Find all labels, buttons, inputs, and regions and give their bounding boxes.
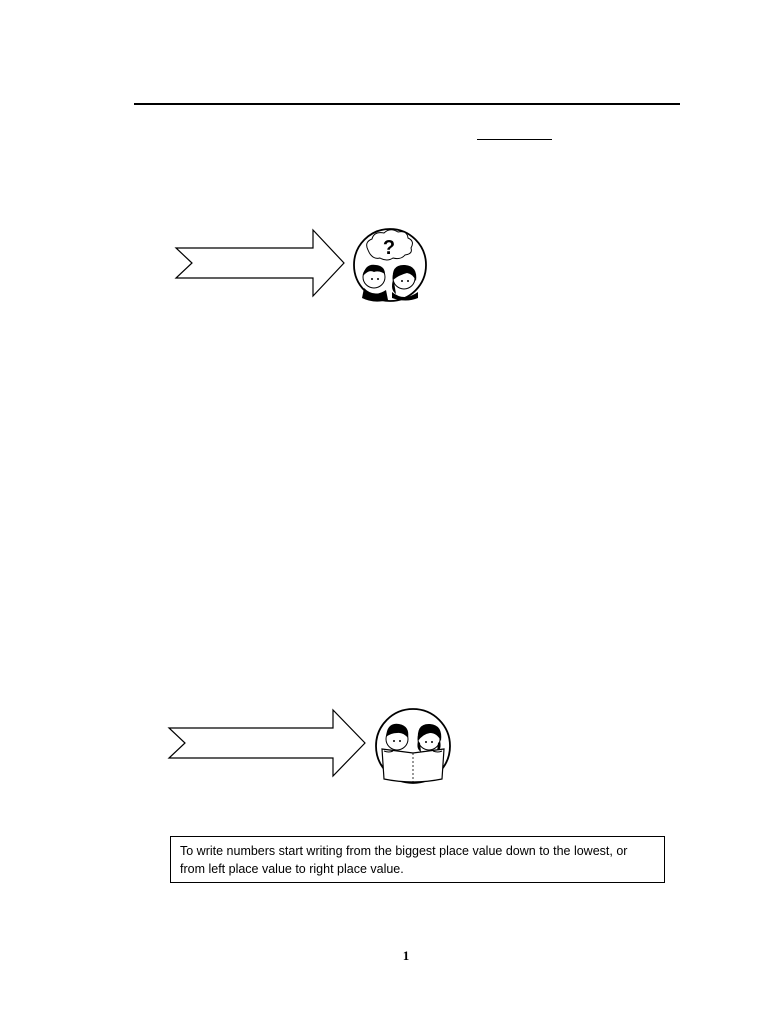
thinking-children-icon — [352, 226, 428, 304]
top-rule — [134, 103, 680, 105]
note-box — [170, 836, 665, 883]
question-mark-icon: ? — [382, 237, 396, 259]
arrow-bottom-icon — [165, 708, 370, 778]
reading-children-icon — [374, 707, 452, 785]
arrow-top-icon — [172, 228, 347, 298]
page-number: 1 — [402, 948, 410, 963]
blank-underline — [477, 139, 552, 140]
note-text: To write numbers start writing from the biggest place value down to the lowest, or from left place value to right place value. — [180, 844, 628, 876]
